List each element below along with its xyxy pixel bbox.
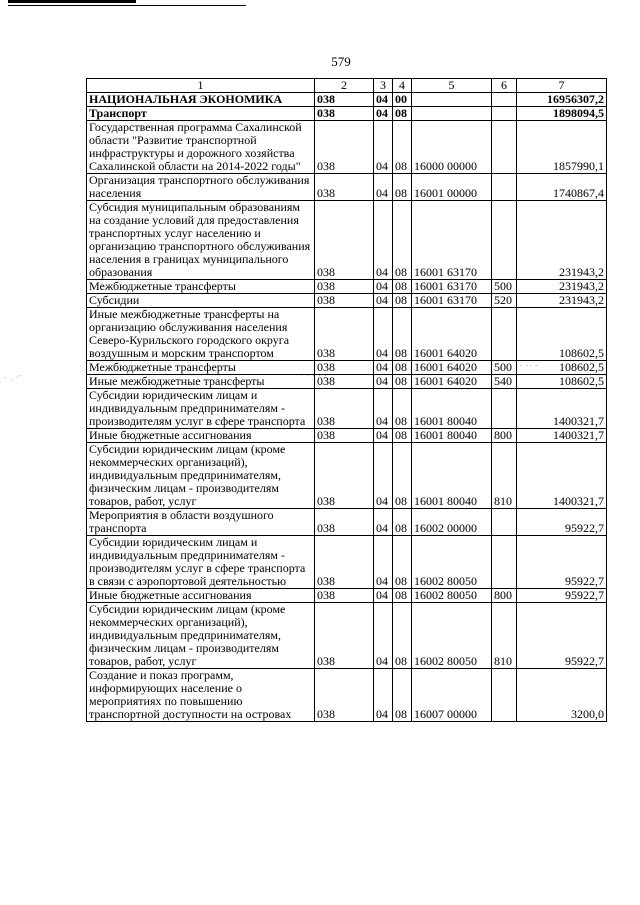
table-row: [87, 509, 607, 536]
table-row: [87, 429, 607, 443]
row-sum: 1400321,7: [517, 443, 607, 509]
row-sum: 231943,2: [517, 294, 607, 308]
row-sum: 108602,5: [517, 361, 607, 375]
column-header: 1: [87, 79, 315, 93]
scan-noise: · . ·': [4, 374, 22, 382]
row-name: Мероприятия в области воздушного транспорта: [87, 509, 315, 536]
row-rz: 04: [374, 107, 393, 121]
row-csr: 16002 80050: [412, 603, 492, 669]
header-rule: [8, 5, 246, 6]
row-name: Субсидия муниципальным образованиям на создание условий для предоставления транспортных услуг населению и организацию транспортного обслуживания населения в границах муниципального образования: [87, 201, 315, 280]
row-gl: 038: [315, 280, 374, 294]
column-header: 3: [374, 79, 393, 93]
table-row: [87, 294, 607, 308]
row-name: Иные бюджетные ассигнования: [87, 589, 315, 603]
row-vr: [492, 509, 517, 536]
row-gl: 038: [315, 603, 374, 669]
row-rz: 04: [374, 201, 393, 280]
row-sum: 16956307,2: [517, 93, 607, 107]
row-pr: 08: [393, 669, 412, 722]
row-gl: 038: [315, 389, 374, 429]
row-rz: 04: [374, 93, 393, 107]
row-gl: 038: [315, 589, 374, 603]
row-name: Субсидии юридическим лицам и индивидуальным предпринимателям - производителям услуг в сфере транспорта в связи с аэропортовой деятельностью: [87, 536, 315, 589]
row-csr: 16001 64020: [412, 308, 492, 361]
table-row: [87, 603, 607, 669]
row-csr: 16002 80050: [412, 536, 492, 589]
row-rz: 04: [374, 389, 393, 429]
row-vr: [492, 308, 517, 361]
row-gl: 038: [315, 429, 374, 443]
row-gl: 038: [315, 121, 374, 174]
row-csr: 16002 00000: [412, 509, 492, 536]
table-row: [87, 93, 607, 107]
row-rz: 04: [374, 536, 393, 589]
row-rz: 04: [374, 308, 393, 361]
row-pr: 08: [393, 589, 412, 603]
row-sum: 95922,7: [517, 536, 607, 589]
row-pr: 08: [393, 375, 412, 389]
row-rz: 04: [374, 174, 393, 201]
table-row: [87, 107, 607, 121]
table-row: [87, 589, 607, 603]
row-gl: 038: [315, 308, 374, 361]
column-header: 6: [492, 79, 517, 93]
row-vr: 520: [492, 294, 517, 308]
row-gl: 038: [315, 509, 374, 536]
table-header-row: [87, 79, 607, 93]
row-vr: 540: [492, 375, 517, 389]
table-row: [87, 280, 607, 294]
table-row: [87, 375, 607, 389]
row-name: Субсидии юридическим лицам (кроме некоммерческих организаций), индивидуальным предпринимателям, физическим лицам - производителям товаров, работ, услуг: [87, 603, 315, 669]
row-name: Иные межбюджетные трансферты: [87, 375, 315, 389]
row-sum: 108602,5: [517, 375, 607, 389]
row-csr: [412, 93, 492, 107]
row-sum: 3200,0: [517, 669, 607, 722]
column-header: 7: [517, 79, 607, 93]
row-gl: 038: [315, 375, 374, 389]
row-name: Иные бюджетные ассигнования: [87, 429, 315, 443]
row-sum: 1400321,7: [517, 389, 607, 429]
row-pr: 08: [393, 294, 412, 308]
row-name: Субсидии: [87, 294, 315, 308]
row-rz: 04: [374, 429, 393, 443]
row-gl: 038: [315, 294, 374, 308]
row-pr: 08: [393, 536, 412, 589]
row-pr: 08: [393, 308, 412, 361]
row-pr: 08: [393, 107, 412, 121]
row-csr: 16001 80040: [412, 389, 492, 429]
row-sum: 1400321,7: [517, 429, 607, 443]
row-pr: 00: [393, 93, 412, 107]
row-name: Организация транспортного обслуживания населения: [87, 174, 315, 201]
row-sum: 231943,2: [517, 201, 607, 280]
row-sum: 108602,5: [517, 308, 607, 361]
row-vr: [492, 669, 517, 722]
row-csr: 16001 64020: [412, 361, 492, 375]
row-csr: 16007 00000: [412, 669, 492, 722]
row-gl: 038: [315, 201, 374, 280]
table-row: [87, 389, 607, 429]
row-name: Субсидии юридическим лицам и индивидуальным предпринимателям - производителям услуг в сфере транспорта: [87, 389, 315, 429]
row-csr: 16001 64020: [412, 375, 492, 389]
row-gl: 038: [315, 361, 374, 375]
row-rz: 04: [374, 603, 393, 669]
row-sum: 1857990,1: [517, 121, 607, 174]
row-sum: 95922,7: [517, 589, 607, 603]
row-sum: 231943,2: [517, 280, 607, 294]
row-vr: 800: [492, 589, 517, 603]
row-vr: 500: [492, 361, 517, 375]
table-row: [87, 669, 607, 722]
row-gl: 038: [315, 669, 374, 722]
table-row: [87, 121, 607, 174]
row-pr: 08: [393, 201, 412, 280]
table-row: [87, 174, 607, 201]
row-rz: 04: [374, 375, 393, 389]
scan-noise: · · · · ·: [300, 372, 328, 380]
row-sum: 1740867,4: [517, 174, 607, 201]
row-vr: 810: [492, 603, 517, 669]
table-row: [87, 308, 607, 361]
row-sum: 1898094,5: [517, 107, 607, 121]
row-pr: 08: [393, 429, 412, 443]
row-vr: 810: [492, 443, 517, 509]
row-csr: 16001 63170: [412, 294, 492, 308]
row-vr: [492, 536, 517, 589]
row-pr: 08: [393, 509, 412, 536]
table-row: [87, 443, 607, 509]
row-csr: 16001 63170: [412, 280, 492, 294]
row-gl: 038: [315, 443, 374, 509]
table-row: [87, 536, 607, 589]
row-rz: 04: [374, 361, 393, 375]
row-rz: 04: [374, 280, 393, 294]
row-pr: 08: [393, 361, 412, 375]
row-pr: 08: [393, 443, 412, 509]
table-row: [87, 201, 607, 280]
row-vr: [492, 174, 517, 201]
row-rz: 04: [374, 509, 393, 536]
row-rz: 04: [374, 443, 393, 509]
row-gl: 038: [315, 93, 374, 107]
column-header: 4: [393, 79, 412, 93]
row-csr: [412, 107, 492, 121]
row-csr: 16001 00000: [412, 174, 492, 201]
row-vr: [492, 93, 517, 107]
row-name: НАЦИОНАЛЬНАЯ ЭКОНОМИКА: [87, 93, 315, 107]
row-vr: [492, 107, 517, 121]
row-gl: 038: [315, 174, 374, 201]
row-vr: 800: [492, 429, 517, 443]
row-csr: 16001 80040: [412, 429, 492, 443]
row-name: Субсидии юридическим лицам (кроме некоммерческих организаций), индивидуальным предпринимателям, физическим лицам - производителям товаров, работ, услуг: [87, 443, 315, 509]
row-rz: 04: [374, 589, 393, 603]
row-csr: 16000 00000: [412, 121, 492, 174]
scan-noise: · ·· ·: [520, 362, 539, 370]
row-csr: 16001 80040: [412, 443, 492, 509]
row-vr: [492, 121, 517, 174]
column-header: 2: [315, 79, 374, 93]
header-scan-mark: [8, 0, 136, 3]
row-pr: 08: [393, 280, 412, 294]
row-vr: [492, 389, 517, 429]
row-pr: 08: [393, 121, 412, 174]
row-gl: 038: [315, 536, 374, 589]
row-pr: 08: [393, 389, 412, 429]
row-pr: 08: [393, 603, 412, 669]
row-vr: 500: [492, 280, 517, 294]
row-csr: 16002 80050: [412, 589, 492, 603]
row-gl: 038: [315, 107, 374, 121]
column-header: 5: [412, 79, 492, 93]
row-rz: 04: [374, 121, 393, 174]
row-pr: 08: [393, 174, 412, 201]
row-vr: [492, 201, 517, 280]
row-name: Создание и показ программ, информирующих население о мероприятиях по повышению транспортной доступности на островах: [87, 669, 315, 722]
row-csr: 16001 63170: [412, 201, 492, 280]
row-sum: 95922,7: [517, 603, 607, 669]
row-name: Государственная программа Сахалинской области "Развитие транспортной инфраструктуры и дорожного хозяйства Сахалинской области на 2014-2022 годы": [87, 121, 315, 174]
row-name: Иные межбюджетные трансферты на организацию обслуживания населения Северо-Курильского городского округа воздушным и морским транспортом: [87, 308, 315, 361]
row-name: Межбюджетные трансферты: [87, 280, 315, 294]
row-rz: 04: [374, 294, 393, 308]
row-rz: 04: [374, 669, 393, 722]
page-number: 579: [331, 54, 351, 69]
row-name: Межбюджетные трансферты: [87, 361, 315, 375]
row-sum: 95922,7: [517, 509, 607, 536]
table-row: [87, 361, 607, 375]
row-name: Транспорт: [87, 107, 315, 121]
budget-table: [86, 78, 607, 722]
